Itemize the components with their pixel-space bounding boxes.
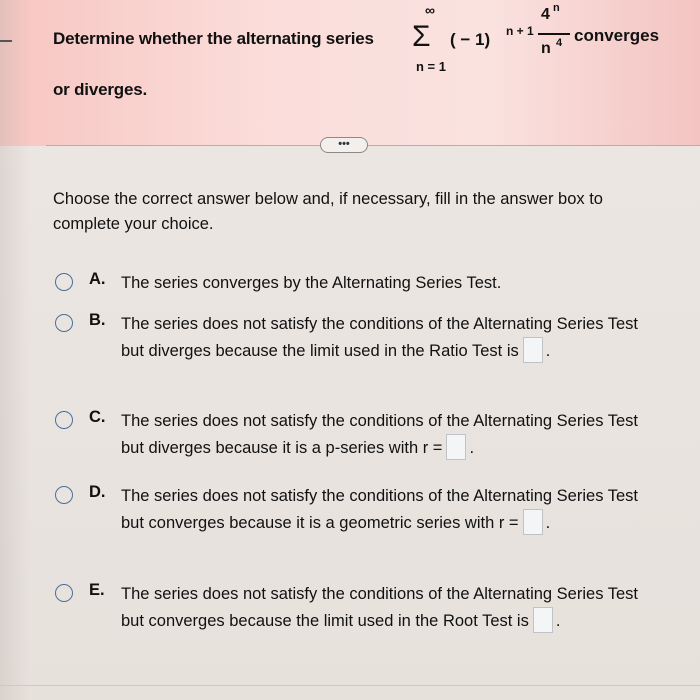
option-text <box>121 270 661 296</box>
option-letter: C. <box>89 408 106 426</box>
option-text <box>121 408 661 461</box>
answer-box-b[interactable] <box>523 337 543 363</box>
answer-box-d[interactable] <box>523 509 543 535</box>
section-divider <box>46 145 700 146</box>
question-suffix: converges <box>574 26 660 45</box>
sigma-symbol: Σ <box>412 20 431 53</box>
option-e-text: The series does not satisfy the conditions of the Alternating Series Test but converges because the limit used in the Root Test is <box>121 585 638 630</box>
bottom-divider <box>0 685 700 686</box>
sum-upper-limit: ∞ <box>425 2 435 18</box>
question-area <box>0 0 700 146</box>
denominator-base: n <box>541 40 551 57</box>
option-letter: B. <box>89 311 106 329</box>
denominator-exponent: 4 <box>556 37 563 49</box>
question-line2: or diverges. <box>53 80 147 99</box>
option-letter: A. <box>89 270 106 288</box>
left-strip <box>0 0 30 700</box>
option-d-text: The series does not satisfy the conditions of the Alternating Series Test but converges because it is a geometric series with r = <box>121 487 638 532</box>
radio-option-b[interactable] <box>55 314 73 332</box>
option-letter: D. <box>89 483 106 501</box>
instructions: Choose the correct answer below and, if necessary, fill in the answer box to complete your choice. <box>53 190 603 233</box>
option-text <box>121 483 661 536</box>
radio-option-e[interactable] <box>55 584 73 602</box>
fraction-bar <box>538 33 570 35</box>
option-text <box>121 311 661 364</box>
option-a-text: The series converges by the Alternating Series Test. <box>121 274 502 292</box>
left-dash <box>0 40 12 42</box>
option-letter: E. <box>89 581 105 599</box>
option-b-text: The series does not satisfy the conditions of the Alternating Series Test but diverges because the limit used in the Ratio Test is <box>121 315 638 360</box>
radio-option-d[interactable] <box>55 486 73 504</box>
term-exponent: n + 1 <box>506 24 534 38</box>
expand-button[interactable]: ••• <box>320 137 368 153</box>
alternating-term: ( − 1) <box>450 30 491 49</box>
question-prefix: Determine whether the alternating series <box>53 29 374 48</box>
numerator-base: 4 <box>541 6 550 23</box>
radio-option-a[interactable] <box>55 273 73 291</box>
option-c-text: The series does not satisfy the conditions of the Alternating Series Test but diverges because it is a p-series with r = <box>121 412 638 457</box>
option-c-period: . <box>469 439 475 457</box>
option-text <box>121 581 661 634</box>
answer-box-c[interactable] <box>446 434 466 460</box>
radio-option-c[interactable] <box>55 411 73 429</box>
numerator-exponent: n <box>553 2 560 14</box>
sum-lower-limit: n = 1 <box>416 59 446 74</box>
option-d-period: . <box>545 514 551 532</box>
answer-box-e[interactable] <box>533 607 553 633</box>
option-b-period: . <box>545 342 551 360</box>
option-e-period: . <box>555 612 561 630</box>
